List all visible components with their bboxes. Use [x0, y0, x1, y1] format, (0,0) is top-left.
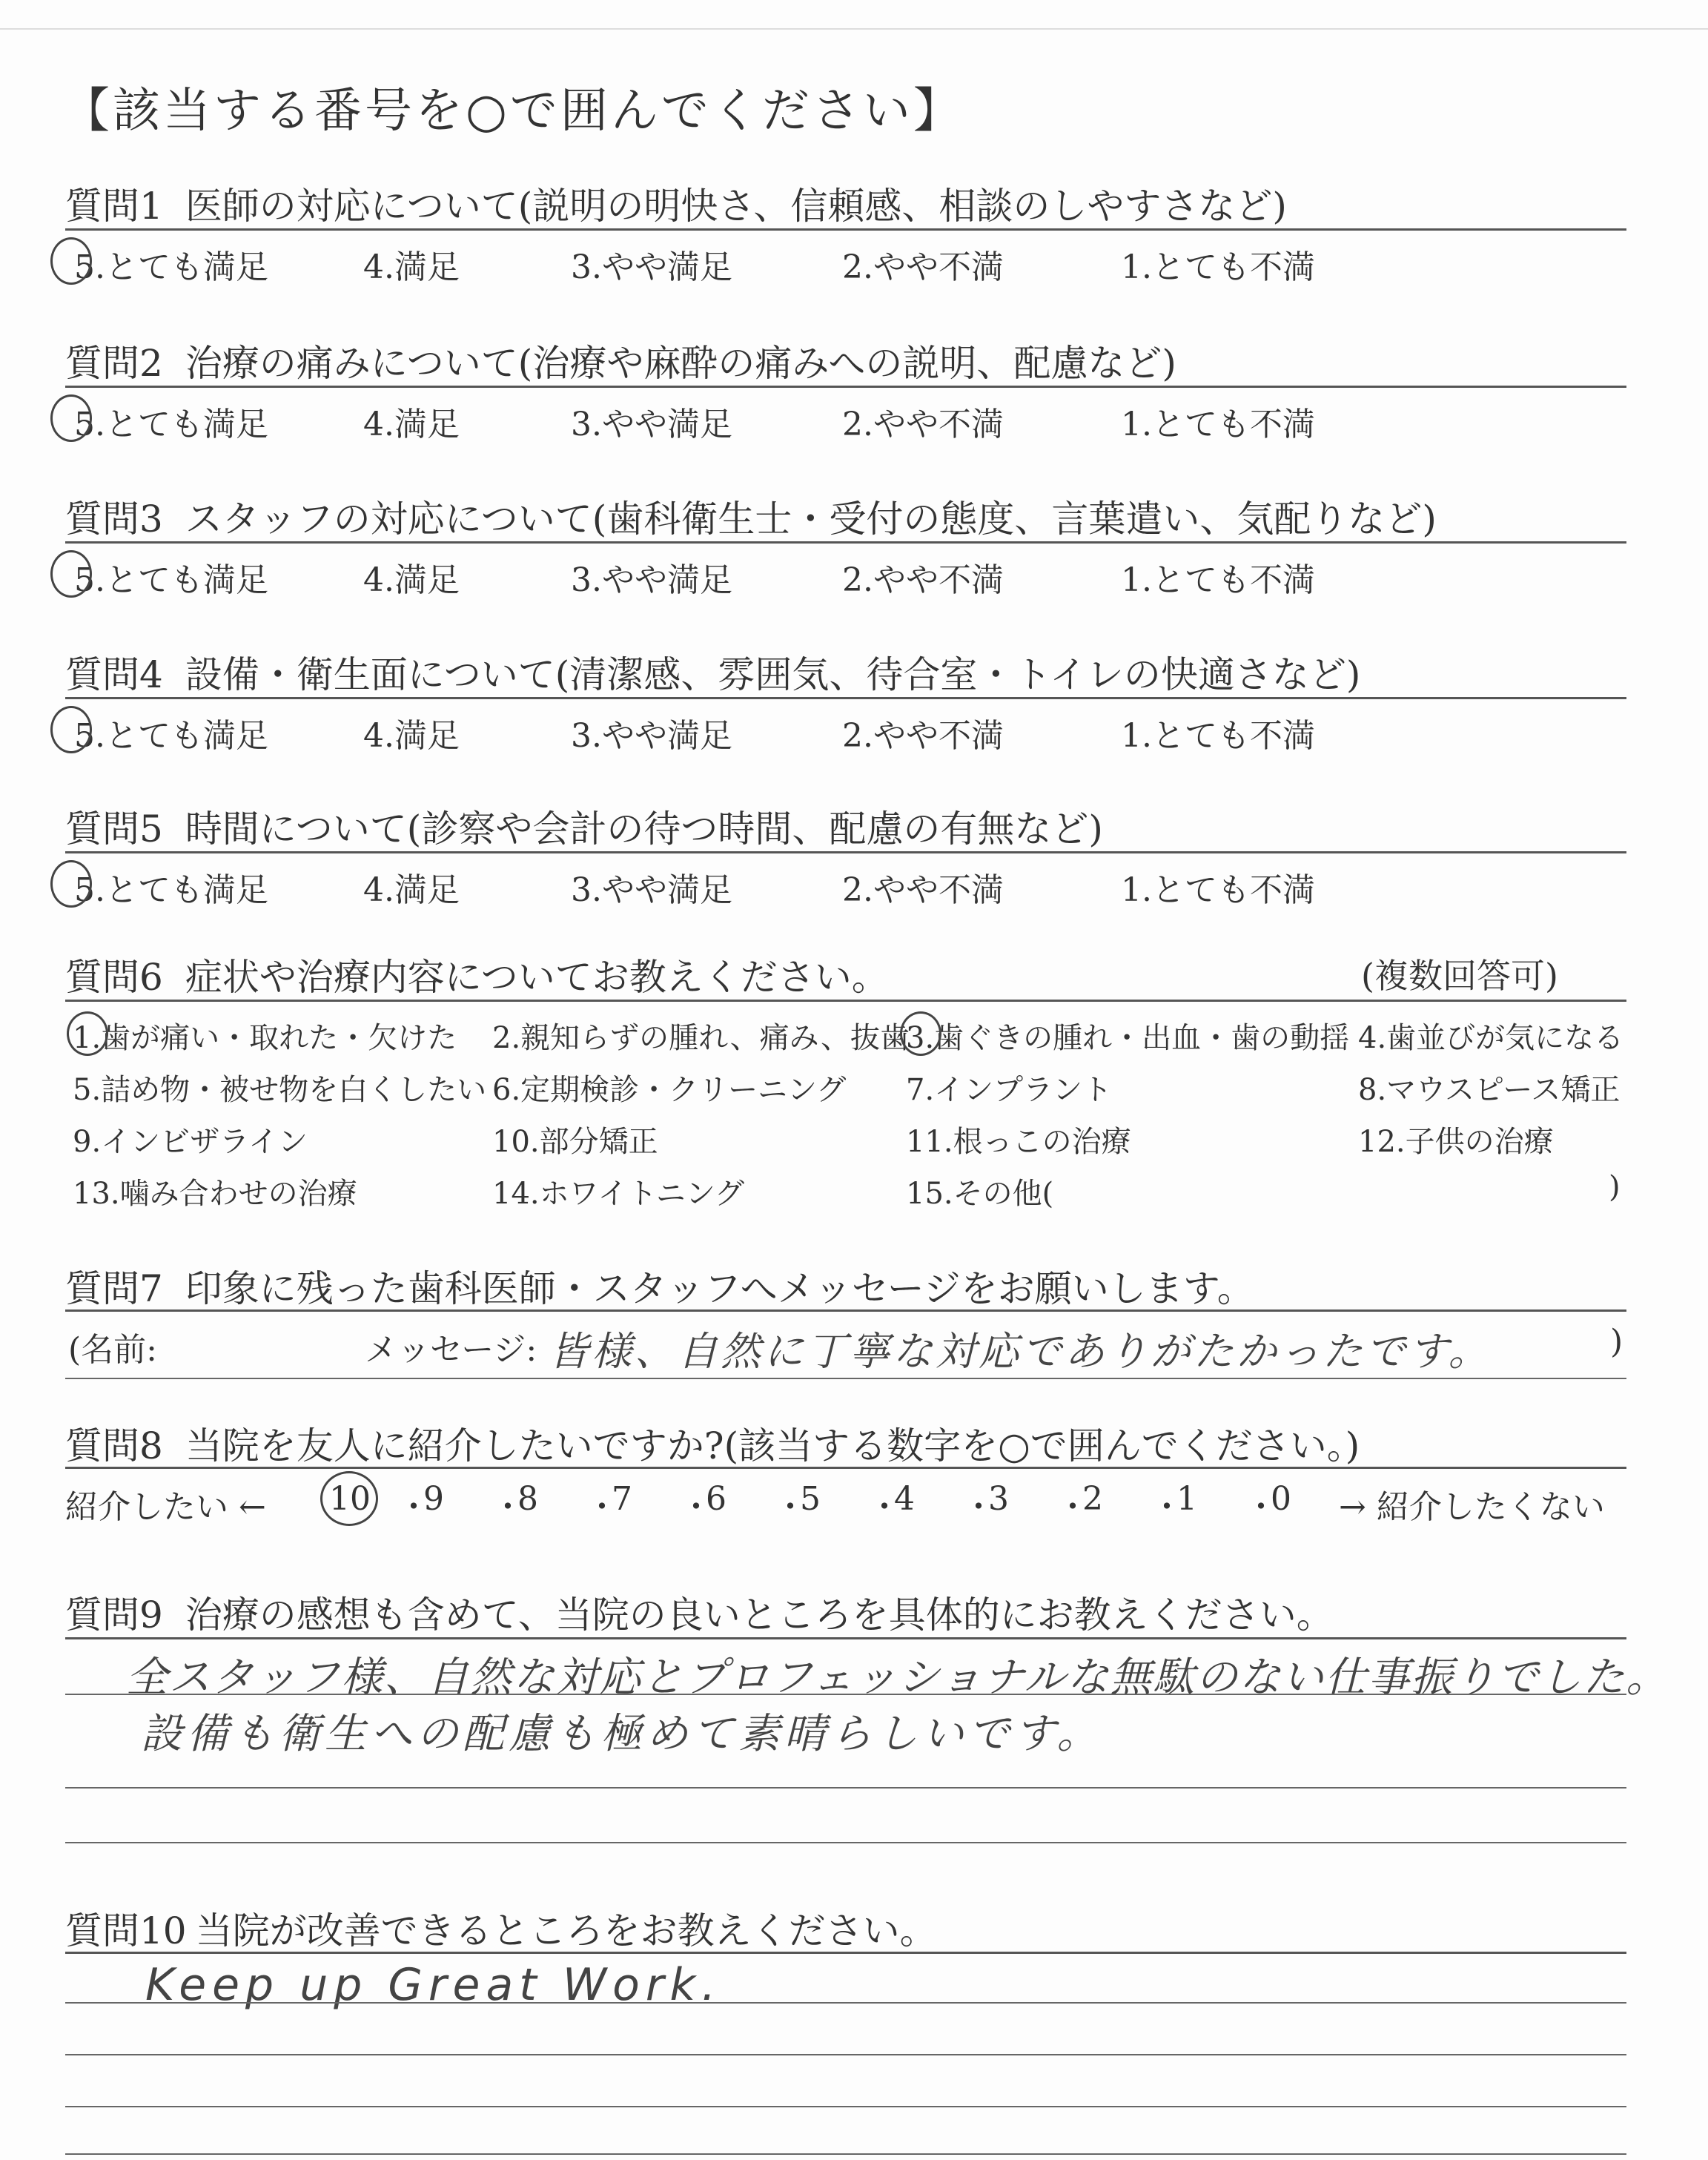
q6-option-14[interactable]: 14.ホワイトニング: [492, 1177, 745, 1211]
q6-selection-circle-3: [900, 1011, 941, 1056]
q2-text: 治療の痛みについて(治療や麻酔の痛みへの説明、配慮など): [185, 342, 1176, 385]
q4-rule: [65, 697, 1626, 699]
q6-option-13[interactable]: 13.噛み合わせの治療: [73, 1177, 357, 1211]
q7-bottom-rule: [65, 1378, 1626, 1379]
q1-selection-circle: [50, 237, 92, 285]
q8-scale-3[interactable]: 3: [988, 1480, 1009, 1518]
q10-text: 当院が改善できるところをお教えください。: [195, 1909, 937, 1952]
page-top-edge: [0, 28, 1708, 30]
q7-label: 質問7: [65, 1267, 163, 1310]
q6-multiple-note: (複数回答可): [1361, 956, 1558, 996]
q10-answer-handwritten: Keep up Great Work.: [145, 1959, 722, 2011]
q10-rule: [65, 1952, 1626, 1954]
q6-option-10[interactable]: 10.部分矯正: [492, 1125, 658, 1159]
q5-option-2[interactable]: 2.やや不満: [842, 871, 1004, 909]
q8-scale-10[interactable]: 10: [329, 1480, 371, 1518]
q4-option-2[interactable]: 2.やや不満: [842, 717, 1004, 755]
q1-option-1[interactable]: 1.とても不満: [1121, 248, 1315, 286]
q8-scale-separator: ・: [962, 1488, 995, 1526]
q6-option-15[interactable]: 15.その他(: [906, 1177, 1054, 1211]
q8-label: 質問8: [65, 1424, 163, 1467]
q8-scale-separator: ・: [868, 1488, 901, 1526]
q2-option-4[interactable]: 4.満足: [363, 406, 460, 443]
q3-selection-circle: [50, 550, 92, 598]
q9-text: 治療の感想も含めて、当院の良いところを具体的にお教えください。: [185, 1593, 1334, 1636]
q9-line-1: [65, 1694, 1626, 1695]
q4-option-1[interactable]: 1.とても不満: [1121, 717, 1315, 755]
q5-text: 時間について(診察や会計の待つ時間、配慮の有無など): [185, 807, 1103, 851]
q8-right-label: → 紹介したくない: [1339, 1488, 1605, 1526]
q4-option-4[interactable]: 4.満足: [363, 717, 460, 755]
q5-label: 質問5: [65, 807, 163, 851]
instructions-header: 【該当する番号を○で囲んでください】: [62, 84, 964, 139]
q6-option-6[interactable]: 6.定期検診・クリーニング: [492, 1073, 847, 1107]
q9-title: [65, 1585, 1334, 1639]
q9-label: 質問9: [65, 1593, 163, 1636]
q10-line-2: [65, 2054, 1626, 2055]
q4-option-3[interactable]: 3.やや満足: [571, 717, 732, 755]
q7-message-handwritten: 皆様、自然に丁寧な対応でありがたかったです。: [549, 1328, 1492, 1375]
q3-option-3[interactable]: 3.やや満足: [571, 561, 732, 599]
q8-title: [65, 1416, 1360, 1470]
q8-left-label: 紹介したい ←: [65, 1488, 266, 1526]
q2-option-1[interactable]: 1.とても不満: [1121, 406, 1315, 443]
q8-scale-5[interactable]: 5: [800, 1480, 821, 1518]
q10-label: 質問10: [65, 1909, 187, 1952]
q7-name-label: (名前:: [68, 1331, 157, 1369]
q7-message-label: メッセージ:: [365, 1331, 537, 1369]
q6-option-8[interactable]: 8.マウスピース矯正: [1358, 1073, 1621, 1107]
q6-option-7[interactable]: 7.インプラント: [906, 1073, 1113, 1107]
q9-answer-line-1: 全スタッフ様、自然な対応とプロフェッショナルな無駄のない仕事振りでした。: [126, 1654, 1669, 1702]
q4-selection-circle: [50, 706, 92, 753]
q1-rule: [65, 228, 1626, 231]
q8-text: 当院を友人に紹介したいですか?(該当する数字を○で囲んでください。): [185, 1424, 1360, 1467]
q5-option-4[interactable]: 4.満足: [363, 871, 460, 909]
q6-option-5[interactable]: 5.詰め物・被せ物を白くしたい: [73, 1073, 487, 1107]
q8-scale-separator: ・: [586, 1488, 618, 1526]
q5-option-5[interactable]: 5.とても満足: [74, 871, 268, 909]
q8-scale-1[interactable]: 1: [1176, 1480, 1197, 1518]
q3-option-1[interactable]: 1.とても不満: [1121, 561, 1315, 599]
q8-scale-separator: ・: [1151, 1488, 1183, 1526]
q1-title: [65, 176, 1287, 230]
q1-text: 医師の対応について(説明の明快さ、信頼感、相談のしやすさなど): [185, 185, 1287, 228]
q1-label: 質問1: [65, 185, 163, 228]
q9-line-2: [65, 1787, 1626, 1789]
q8-scale-separator: ・: [397, 1488, 430, 1526]
q8-scale-separator: ・: [774, 1488, 807, 1526]
q1-option-3[interactable]: 3.やや満足: [571, 248, 732, 286]
q3-option-5[interactable]: 5.とても満足: [74, 561, 268, 599]
q8-scale-4[interactable]: 4: [894, 1480, 915, 1518]
q6-label: 質問6: [65, 956, 163, 999]
q1-option-4[interactable]: 4.満足: [363, 248, 460, 286]
q4-title: [65, 645, 1360, 698]
q2-label: 質問2: [65, 342, 163, 385]
q4-option-5[interactable]: 5.とても満足: [74, 717, 268, 755]
q6-selection-circle-1: [67, 1011, 108, 1056]
q10-title: [65, 1901, 937, 1955]
q2-option-3[interactable]: 3.やや満足: [571, 406, 732, 443]
q2-title: [65, 334, 1176, 387]
q6-text: 症状や治療内容についてお教えください。: [185, 956, 889, 999]
q5-rule: [65, 851, 1626, 853]
q8-scale-7[interactable]: 7: [612, 1480, 632, 1518]
q8-selection-circle: [320, 1471, 378, 1526]
q8-scale-separator: ・: [1245, 1488, 1277, 1526]
q5-option-3[interactable]: 3.やや満足: [571, 871, 732, 909]
q6-option-2[interactable]: 2.親知らずの腫れ、痛み、抜歯: [492, 1021, 910, 1055]
q7-close-paren: ): [1610, 1323, 1623, 1361]
q8-scale-separator: ・: [1056, 1488, 1089, 1526]
q10-line-3: [65, 2106, 1626, 2107]
q3-option-4[interactable]: 4.満足: [363, 561, 460, 599]
q6-option-3[interactable]: 3.歯ぐきの腫れ・出血・歯の動揺: [906, 1021, 1350, 1055]
q6-other-close-paren: ): [1609, 1170, 1621, 1204]
q3-text: スタッフの対応について(歯科衛生士・受付の態度、言葉遣い、気配りなど): [185, 498, 1437, 541]
q2-rule: [65, 386, 1626, 388]
q8-scale-8[interactable]: 8: [517, 1480, 538, 1518]
q9-answer-line-2: 設備も衛生への配慮も極めて素晴らしいです。: [141, 1710, 1103, 1758]
q7-title: [65, 1259, 1254, 1312]
q3-title: [65, 489, 1437, 543]
q6-option-9[interactable]: 9.インビザライン: [73, 1125, 308, 1159]
q4-text: 設備・衛生面について(清潔感、雰囲気、待合室・トイレの快適さなど): [185, 653, 1361, 696]
q8-scale-9[interactable]: 9: [423, 1480, 444, 1518]
q6-option-1[interactable]: 1.歯が痛い・取れた・欠けた: [73, 1021, 457, 1055]
q3-rule: [65, 541, 1626, 544]
q10-line-1: [65, 2002, 1626, 2004]
q5-title: [65, 799, 1103, 853]
q7-text: 印象に残った歯科医師・スタッフへメッセージをお願いします。: [185, 1267, 1254, 1310]
q8-scale-separator: ・: [680, 1488, 712, 1526]
q6-option-11[interactable]: 11.根っこの治療: [906, 1125, 1131, 1159]
q4-label: 質問4: [65, 653, 163, 696]
q6-rule: [65, 1000, 1626, 1002]
q9-rule: [65, 1637, 1626, 1639]
q9-line-3: [65, 1842, 1626, 1843]
q10-line-4: [65, 2153, 1626, 2155]
q1-option-2[interactable]: 2.やや不満: [842, 248, 1004, 286]
q8-scale-separator: ・: [491, 1488, 524, 1526]
q6-title: [65, 948, 889, 1001]
q1-option-5[interactable]: 5.とても満足: [74, 248, 268, 286]
q3-label: 質問3: [65, 498, 163, 541]
q5-selection-circle: [50, 860, 92, 908]
q2-selection-circle: [50, 394, 92, 442]
q8-scale-2[interactable]: 2: [1082, 1480, 1103, 1518]
q8-scale-6[interactable]: 6: [706, 1480, 726, 1518]
q6-option-12[interactable]: 12.子供の治療: [1358, 1125, 1554, 1159]
q7-rule: [65, 1309, 1626, 1312]
q2-option-2[interactable]: 2.やや不満: [842, 406, 1004, 443]
q5-option-1[interactable]: 1.とても不満: [1121, 871, 1315, 909]
q8-scale-0[interactable]: 0: [1271, 1480, 1291, 1518]
q3-option-2[interactable]: 2.やや不満: [842, 561, 1004, 599]
q6-option-4[interactable]: 4.歯並びが気になる: [1358, 1021, 1624, 1055]
q2-option-5[interactable]: 5.とても満足: [74, 406, 268, 443]
q8-rule: [65, 1467, 1626, 1469]
